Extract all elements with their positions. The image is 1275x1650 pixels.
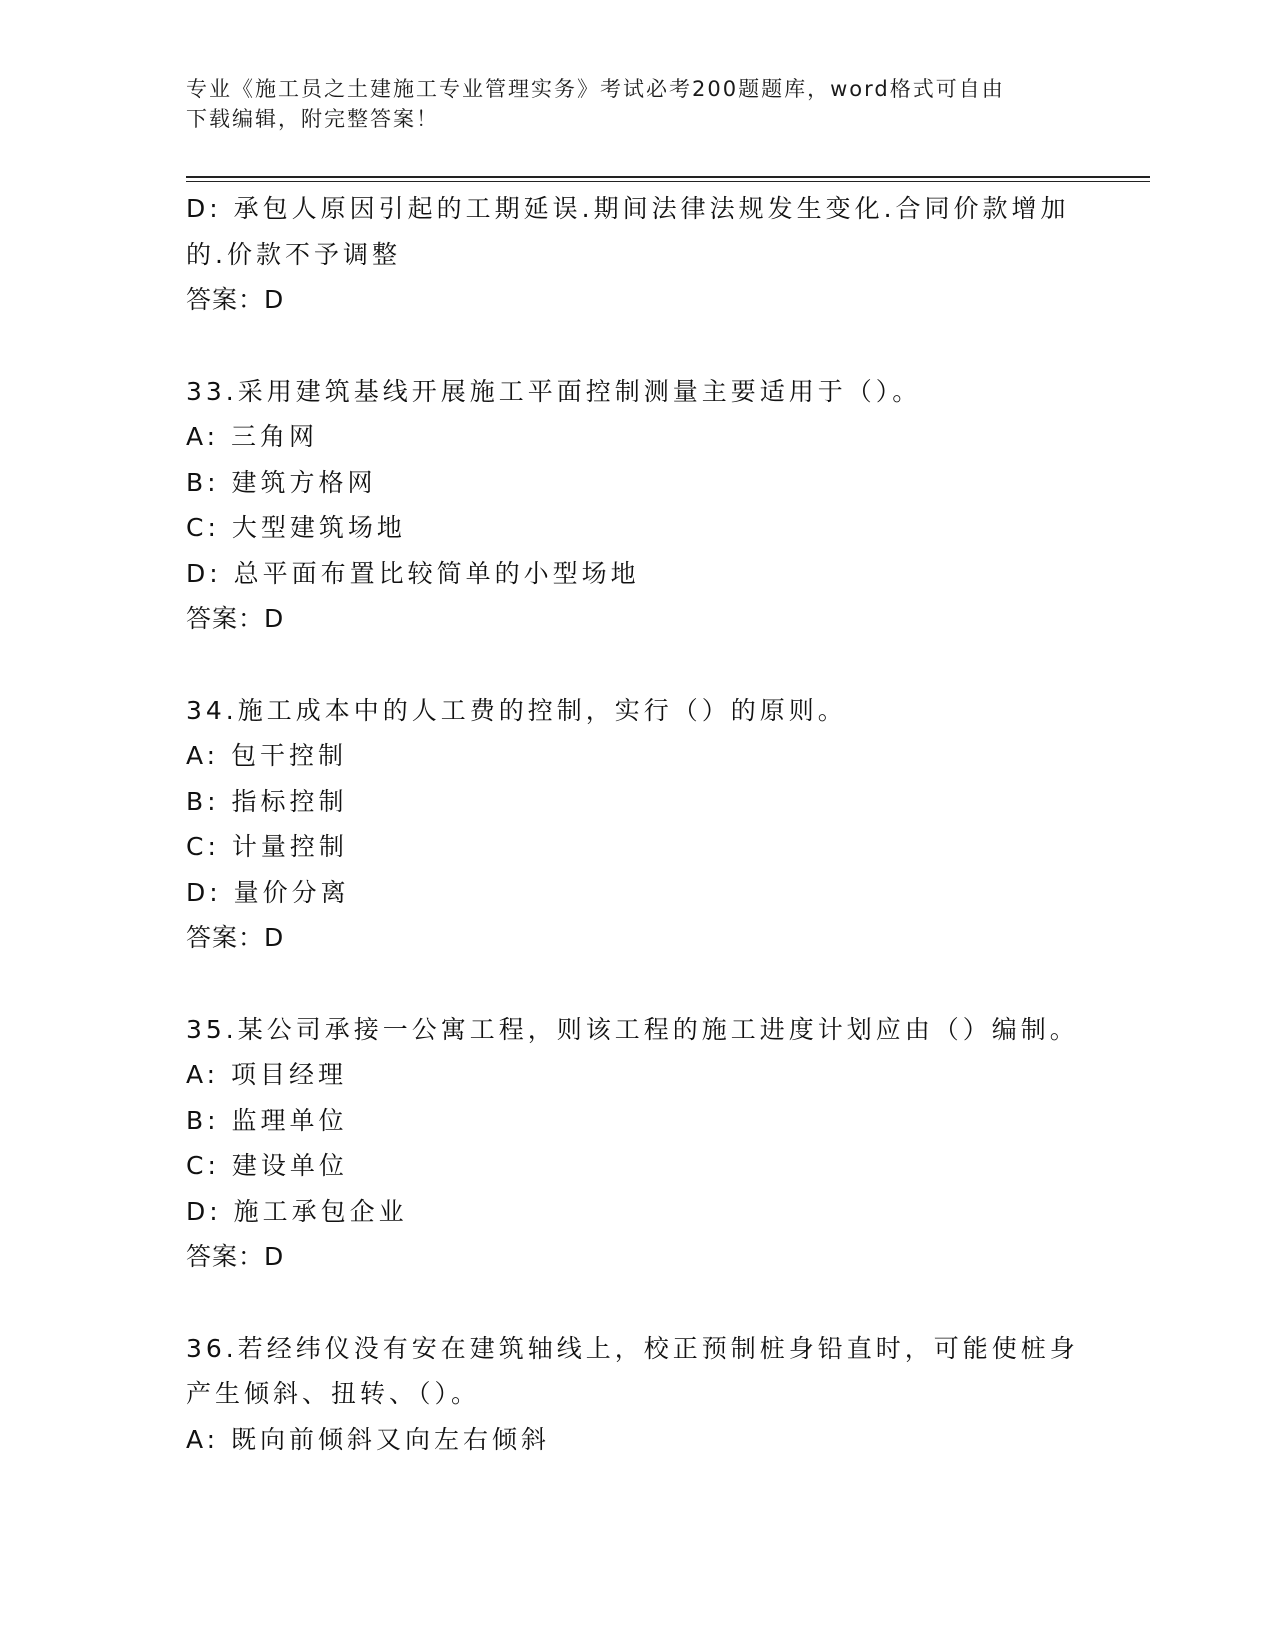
question-36 (186, 1326, 1086, 1463)
question-stem: 35.某公司承接一公寓工程，则该工程的施工进度计划应由（）编制。 (186, 1014, 1079, 1044)
option-d-continued: 的.价款不予调整 (186, 239, 401, 269)
option-a: A: 三角网 (186, 422, 319, 451)
spacer (186, 1280, 1086, 1326)
option-d: D: 施工承包企业 (186, 1196, 408, 1226)
question-stem: 33.采用建筑基线开展施工平面控制测量主要适用于（）。 (186, 376, 922, 406)
question-content (186, 186, 1086, 1462)
option-a: A: 既向前倾斜又向左右倾斜 (186, 1424, 551, 1454)
question-stem: 36.若经纬仪没有安在建筑轴线上，校正预制桩身铅直时，可能使桩身 (186, 1333, 1079, 1363)
header-line-1: 专业《施工员之土建施工专业管理实务》考试必考200题题库，word格式可自由 (186, 77, 1005, 101)
option-c: C: 建设单位 (186, 1151, 348, 1180)
document-header (186, 74, 1086, 134)
question-35 (186, 1007, 1086, 1280)
answer-line: 答案：D (186, 604, 285, 633)
option-b: B: 监理单位 (186, 1105, 348, 1135)
spacer (186, 961, 1086, 1007)
option-c: C: 计量控制 (186, 832, 348, 861)
question-stem-continued: 产生倾斜、扭转、（）。 (186, 1379, 481, 1408)
header-rule-thin (186, 181, 1150, 182)
option-d: D: 承包人原因引起的工期延误.期间法律法规发生变化.合同价款增加 (186, 194, 1070, 223)
option-b: B: 指标控制 (186, 786, 348, 816)
answer-line: 答案：D (186, 1242, 285, 1271)
spacer (186, 642, 1086, 688)
option-d: D: 量价分离 (186, 877, 350, 907)
question-33 (186, 369, 1086, 642)
option-b: B: 建筑方格网 (186, 467, 377, 497)
answer-line: 答案：D (186, 285, 285, 314)
option-d: D: 总平面布置比较简单的小型场地 (186, 558, 640, 588)
header-line-2: 下载编辑，附完整答案！ (186, 107, 439, 131)
previous-question-block (186, 186, 1086, 323)
question-34 (186, 688, 1086, 961)
option-a: A: 包干控制 (186, 741, 348, 770)
option-c: C: 大型建筑场地 (186, 513, 406, 542)
answer-line: 答案：D (186, 923, 285, 952)
question-stem: 34.施工成本中的人工费的控制，实行（）的原则。 (186, 695, 847, 725)
header-rule-thick (186, 176, 1150, 178)
spacer (186, 323, 1086, 369)
option-a: A: 项目经理 (186, 1060, 348, 1089)
